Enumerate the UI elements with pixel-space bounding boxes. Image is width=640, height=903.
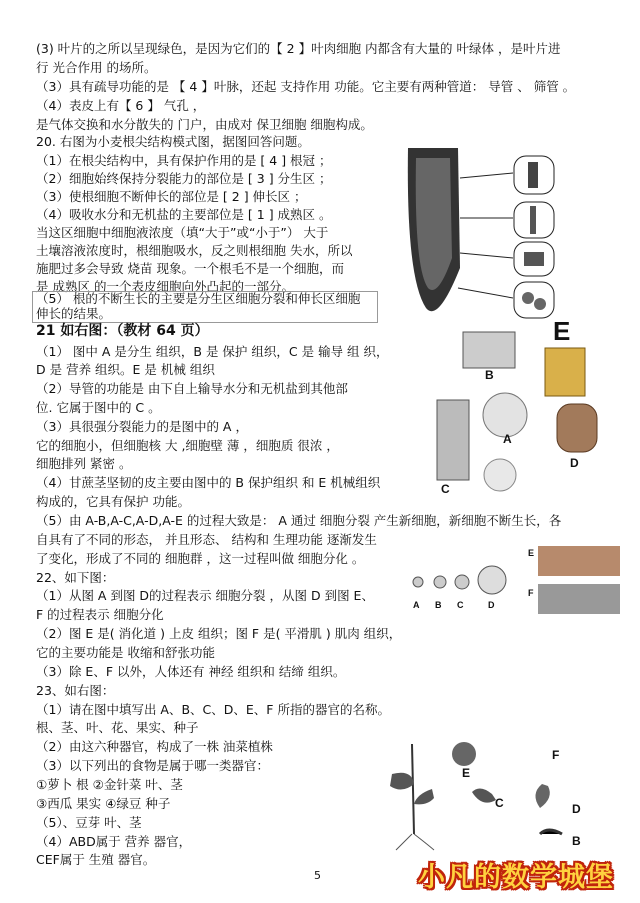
question-23-heading: 23、如右图： <box>36 683 115 698</box>
label-c: C <box>441 482 450 496</box>
text-line: 土壤溶液浓度时，根细胞吸水，反之则根细胞 失水，所以 <box>36 243 353 258</box>
question-22-heading: 22、如下图： <box>36 570 115 585</box>
text-line: 它的主要功能是 收缩和舒张功能 <box>36 645 215 660</box>
text-line: （5）、豆芽 叶、茎 <box>36 815 142 830</box>
page-number: 5 <box>314 869 321 882</box>
text-line: （1）从图 A 到图 D的过程表示 细胞分裂 ，从图 D 到图 E、 <box>36 588 374 603</box>
label-d: D <box>488 600 495 610</box>
text-line: 根、茎、叶、花、果实、种子 <box>36 720 199 735</box>
text-line: 细胞排列 紧密 。 <box>36 456 132 471</box>
text-line: 是气体交换和水分散失的 门户，由成对 保卫细胞 细胞构成。 <box>36 117 373 132</box>
text-line: ③西瓜 果实 ④绿豆 种子 <box>36 796 171 811</box>
label-e: E <box>553 316 571 346</box>
label-a: A <box>503 432 512 446</box>
plant-tissue-figure <box>425 316 615 500</box>
text-line: 当这区细胞中细胞液浓度（填“大于”或“小于”） 大于 <box>36 225 329 240</box>
text-line: 行 光合作用 的场所。 <box>36 60 157 75</box>
text-line: (3) 叶片的之所以呈现绿色，是因为它们的【 2 】叶肉细胞 内都含有大量的 叶绿体 ，是叶片进 <box>36 41 561 56</box>
label-e: E <box>462 766 471 780</box>
text-line: （4）ABD属于 营养 器官， <box>36 834 192 849</box>
text-line: （2）导管的功能是 由下自上输导水分和无机盐到其他部 <box>36 381 348 396</box>
text-line: （5） 根的不断生长的主要是分生区细胞分裂和伸长区细胞 <box>36 291 361 306</box>
text-line: 它的细胞小，但细胞核 大 ,细胞壁 薄 ，细胞质 很浓 ， <box>36 438 339 453</box>
text-line: （4）甘蔗茎坚韧的皮主要由图中的 B 保护组织 和 E 机械组织 <box>36 475 381 490</box>
label-d: D <box>570 456 579 470</box>
label-c: C <box>495 796 504 810</box>
text-line: （2）细胞始终保持分裂能力的部位是 [ 3 ] 分生区 ； <box>36 171 332 186</box>
label-b: B <box>572 834 581 848</box>
root-tip-figure <box>398 148 568 328</box>
text-line: （2）由这六种器官，构成了一株 油菜植株 <box>36 739 273 754</box>
text-line: （3）具很强分裂能力的是图中的 A ， <box>36 419 248 434</box>
watermark: 小凡的数学城堡 <box>418 862 614 893</box>
text-line: （3）以下列出的食物是属于哪一类器官： <box>36 758 269 773</box>
label-f: F <box>552 748 560 762</box>
label-f: F <box>528 588 534 598</box>
question-21-heading: 21 如右图：（教材 64 页） <box>36 323 209 339</box>
label-e: E <box>528 548 535 558</box>
text-line: （4）吸收水分和无机盐的主要部位是 [ 1 ] 成熟区 。 <box>36 207 332 222</box>
label-b: B <box>485 368 494 382</box>
question-20-heading: 20. 右图为小麦根尖结构模式图，据图回答问题。 <box>36 134 310 149</box>
text-line: 伸长的结果。 <box>36 306 112 321</box>
cell-development-figure <box>408 540 628 622</box>
text-line: D 是 营养 组织。E 是 机械 组织 <box>36 362 215 377</box>
text-line: （3）除 E、F 以外，人体还有 神经 组织和 结缔 组织。 <box>36 664 346 679</box>
text-line: （5）由 A-B,A-C,A-D,A-E 的过程大致是： A 通过 细胞分裂 产生新细胞，新细胞不断生长，各 <box>36 513 562 528</box>
text-line: （1） 图中 A 是分生 组织，B 是 保护 组织，C 是 输导 组 织， <box>36 344 389 359</box>
text-line: （3）使根细胞不断伸长的部位是 [ 2 ] 伸长区 ； <box>36 189 307 204</box>
text-line: 了变化，形成了不同的 细胞群 ，这一过程叫做 细胞分化 。 <box>36 551 365 566</box>
text-line: 位. 它属于图中的 C 。 <box>36 400 161 415</box>
text-line: 自具有了不同的形态， 并且形态、 结构和 生理功能 逐渐发生 <box>36 532 377 547</box>
label-b: B <box>435 600 442 610</box>
text-line: F 的过程表示 细胞分化 <box>36 607 164 622</box>
text-line: ①萝卜 根 ②金针菜 叶、茎 <box>36 777 183 792</box>
text-line: （1）在根尖结构中，具有保护作用的是 [ 4 ] 根冠 ； <box>36 153 332 168</box>
label-d: D <box>572 802 581 816</box>
rapeseed-plant-figure <box>372 734 592 854</box>
label-c: C <box>457 600 464 610</box>
label-a: A <box>413 600 420 610</box>
text-line: 施肥过多会导致 烧苗 现象。一个根毛不是一个细胞，而 <box>36 261 344 276</box>
text-line: CEF属于 生殖 器官。 <box>36 852 156 867</box>
text-line: （3）具有疏导功能的是 【 4 】叶脉，还起 支持作用 功能。它主要有两种管道： 导管 、 筛管 。 <box>36 79 576 94</box>
text-line: 是 成熟区 的一个表皮细胞向外凸起的一部分。 <box>36 279 294 294</box>
text-line: 构成的，它具有保护 功能。 <box>36 494 190 509</box>
text-line: （1）请在图中填写出 A、B、C、D、E、F 所指的器官的名称。 <box>36 702 390 717</box>
text-line: （2）图 E 是( 消化道 ) 上皮 组织；图 F 是( 平滑肌 ) 肌肉 组织， <box>36 626 402 641</box>
text-line: （4）表皮上有【 6 】 气孔 ， <box>36 98 206 113</box>
